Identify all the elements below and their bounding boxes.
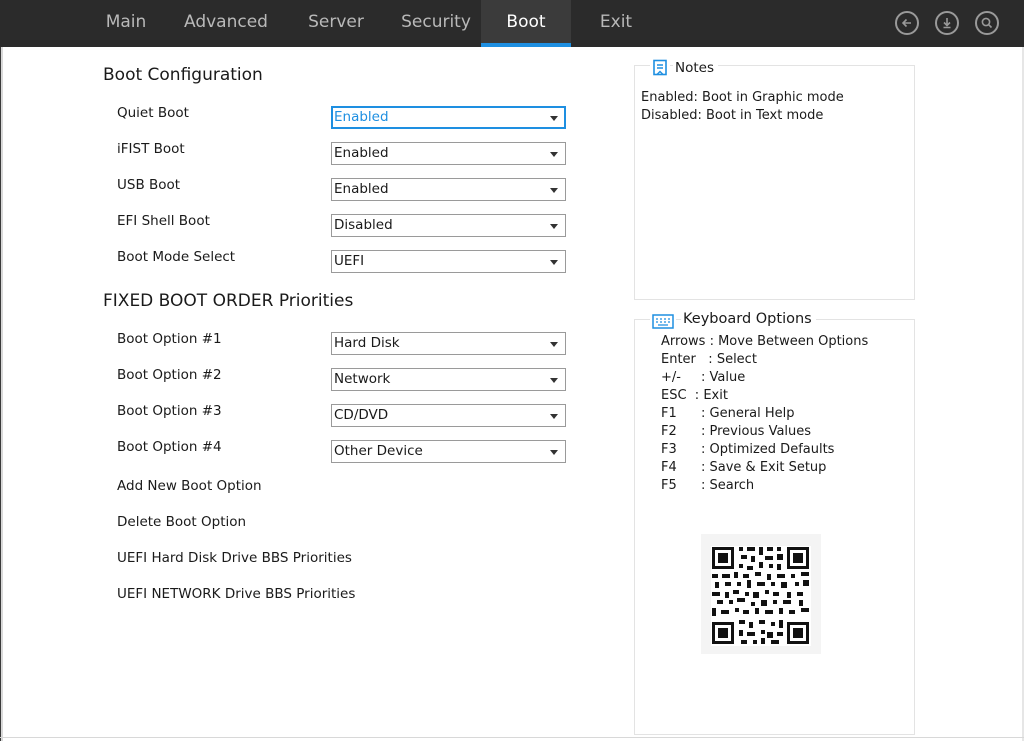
quiet-boot-label[interactable]: Quiet Boot: [117, 105, 189, 121]
key-line-f1: [661, 406, 795, 421]
boot-option-1-label[interactable]: Boot Option #1: [117, 331, 222, 347]
keyboard-options-panel: [634, 311, 915, 735]
chevron-down-icon: [550, 224, 558, 229]
top-menu-bar: [0, 0, 1024, 47]
usb-boot-label[interactable]: USB Boot: [117, 177, 181, 193]
uefi-hard-disk-bbs-link[interactable]: UEFI Hard Disk Drive BBS Priorities: [117, 550, 352, 566]
boot-option-1-value: Hard Disk: [334, 335, 400, 351]
chevron-down-icon: [550, 260, 558, 265]
tab-security[interactable]: Security: [401, 12, 471, 32]
key-name: F2: [661, 424, 677, 439]
boot-option-2-value: Network: [334, 371, 391, 387]
key-line-f3: [661, 442, 834, 457]
efi-shell-boot-select[interactable]: [331, 214, 566, 237]
boot-option-4-select[interactable]: [331, 440, 566, 463]
key-line-f5: [661, 478, 754, 493]
boot-option-4-label[interactable]: Boot Option #4: [117, 439, 222, 455]
chevron-down-icon: [550, 188, 558, 193]
boot-mode-select-label[interactable]: Boot Mode Select: [117, 249, 236, 265]
notes-panel: [634, 60, 915, 300]
boot-option-1-select[interactable]: [331, 332, 566, 355]
boot-option-3-select[interactable]: [331, 404, 566, 427]
key-name: F3: [661, 442, 677, 457]
key-line-f4: [661, 460, 826, 475]
brand-strip: [0, 0, 84, 47]
tab-main[interactable]: Main: [105, 12, 147, 32]
key-desc: : General Help: [701, 406, 795, 421]
key-desc: : Select: [695, 352, 757, 367]
efi-shell-boot-value: Disabled: [334, 217, 393, 233]
key-name: Arrows: [661, 334, 706, 349]
boot-option-3-label[interactable]: Boot Option #3: [117, 403, 222, 419]
chevron-down-icon: [550, 342, 558, 347]
tab-exit[interactable]: Exit: [599, 12, 633, 32]
bottom-divider: [0, 737, 1024, 738]
boot-order-title: FIXED BOOT ORDER Priorities: [103, 291, 354, 311]
quiet-boot-select[interactable]: [331, 106, 566, 129]
efi-shell-boot-label[interactable]: EFI Shell Boot: [117, 213, 210, 229]
chevron-down-icon: [550, 152, 558, 157]
ifist-boot-value: Enabled: [334, 145, 389, 161]
ifist-boot-label[interactable]: iFIST Boot: [117, 141, 185, 157]
key-line-value: [661, 370, 745, 385]
key-desc: : Previous Values: [701, 424, 812, 439]
ifist-boot-select[interactable]: [331, 142, 566, 165]
save-icon[interactable]: [935, 11, 959, 35]
boot-mode-select[interactable]: [331, 250, 566, 273]
boot-configuration-title: Boot Configuration: [103, 65, 263, 85]
key-name: Enter: [661, 352, 696, 367]
quiet-boot-value: Enabled: [334, 109, 389, 125]
key-line-esc: [661, 388, 728, 403]
uefi-network-bbs-link[interactable]: UEFI NETWORK Drive BBS Priorities: [117, 586, 356, 602]
boot-option-2-select[interactable]: [331, 368, 566, 391]
delete-boot-option-link[interactable]: Delete Boot Option: [117, 514, 247, 530]
key-line-f2: [661, 424, 811, 439]
key-desc: : Optimized Defaults: [701, 442, 835, 457]
search-icon[interactable]: [975, 11, 999, 35]
notes-title: Notes: [673, 60, 718, 76]
settings-panel: [103, 47, 623, 737]
tab-advanced[interactable]: Advanced: [184, 12, 268, 32]
key-line-arrows: [661, 334, 868, 349]
note-line-2: Disabled: Boot in Text mode: [641, 108, 824, 123]
key-desc: : Value: [701, 370, 746, 385]
key-name: ESC: [661, 388, 687, 403]
key-desc: : Search: [701, 478, 755, 493]
key-desc: : Save & Exit Setup: [701, 460, 827, 475]
keyboard-icon: [650, 312, 676, 334]
usb-boot-select[interactable]: [331, 178, 566, 201]
usb-boot-value: Enabled: [334, 181, 389, 197]
boot-option-3-value: CD/DVD: [334, 407, 389, 423]
key-name: +/-: [661, 370, 681, 385]
boot-mode-value: UEFI: [334, 253, 365, 269]
tab-boot[interactable]: Boot: [481, 0, 571, 47]
boot-option-2-label[interactable]: Boot Option #2: [117, 367, 222, 383]
key-name: F5: [661, 478, 677, 493]
chevron-down-icon: [550, 414, 558, 419]
note-line-1: Enabled: Boot in Graphic mode: [641, 90, 844, 105]
chevron-down-icon: [550, 450, 558, 455]
tab-server[interactable]: Server: [308, 12, 364, 32]
key-desc: : Move Between Options: [705, 334, 869, 349]
qr-code: [701, 534, 821, 654]
left-edge-line: [0, 47, 1, 741]
add-new-boot-option-link[interactable]: Add New Boot Option: [117, 478, 262, 494]
notes-icon: [650, 59, 670, 81]
chevron-down-icon: [550, 116, 558, 121]
key-desc: : Exit: [686, 388, 728, 403]
keyboard-options-title: Keyboard Options: [681, 311, 816, 327]
back-icon[interactable]: [895, 11, 919, 35]
key-name: F4: [661, 460, 677, 475]
boot-option-4-value: Other Device: [334, 443, 423, 459]
key-line-enter: [661, 352, 757, 367]
key-name: F1: [661, 406, 677, 421]
chevron-down-icon: [550, 378, 558, 383]
